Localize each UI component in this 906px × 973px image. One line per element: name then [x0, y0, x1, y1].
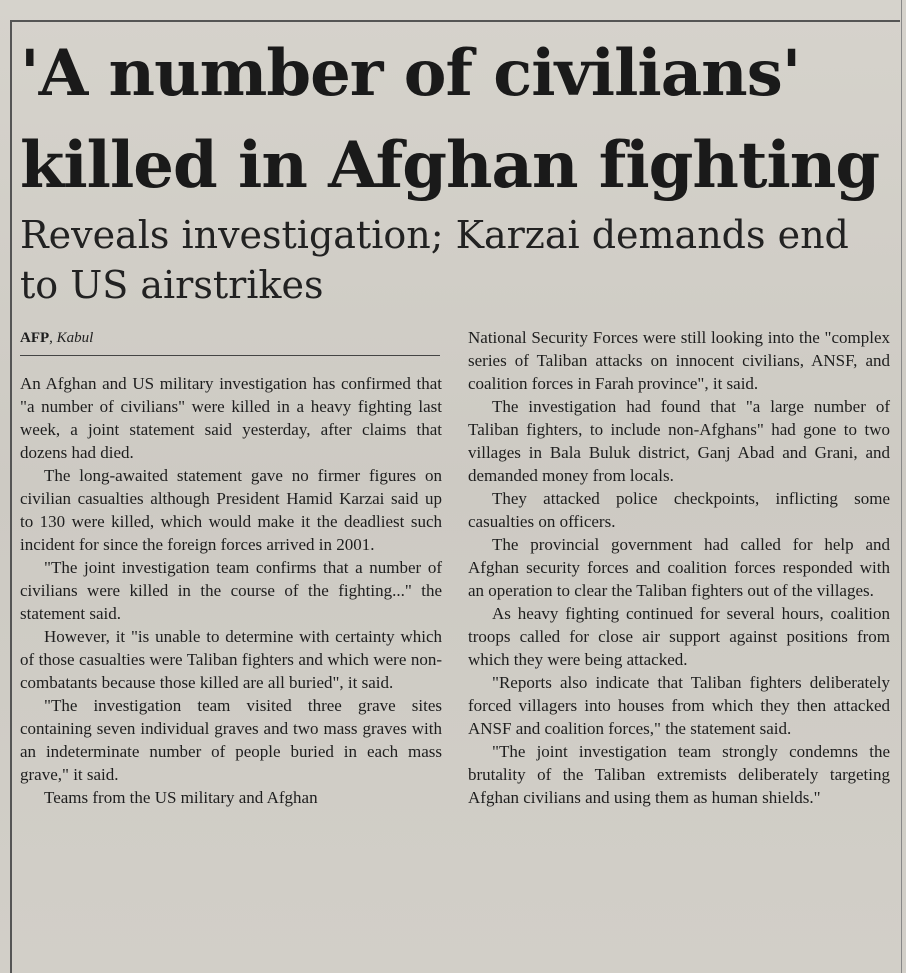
paragraph: An Afghan and US military investigation has confirmed that "a number of civilians" were killed in a heavy fighting last week, a joint statement said yesterday, after claims that dozens had died.	[20, 374, 442, 462]
paragraph: They attacked police checkpoints, inflicting some casualties on officers.	[468, 489, 890, 531]
headline: 'A number of civilians' killed in Afghan fighting	[20, 36, 880, 203]
byline-source: AFP	[20, 330, 50, 346]
byline-location: Kabul	[56, 330, 94, 346]
top-rule	[10, 20, 900, 22]
left-rule	[10, 20, 12, 973]
paragraph: The investigation had found that "a large number of Taliban fighters, to include non-Afghans" had gone to two villages in Bala Buluk district, Ganj Abad and Grani, and demanded money from locals.	[468, 397, 890, 485]
byline: AFP, Kabul	[20, 330, 440, 356]
paragraph: However, it "is unable to determine with certainty which of those casualties were Taliban fighters and which were non-combatants because those killed are all buried", it said.	[20, 627, 442, 692]
paragraph: "Reports also indicate that Taliban fighters deliberately forced villagers into houses from which they then attacked ANSF and coalition forces," the statement said.	[468, 673, 890, 738]
article-column-2	[468, 326, 890, 809]
article-column-1	[20, 372, 442, 809]
subheadline: Reveals investigation; Karzai demands end to US airstrikes	[20, 213, 849, 307]
paragraph: "The joint investigation team confirms that a number of civilians were killed in the course of the fighting..." the statement said.	[20, 558, 442, 623]
paragraph: "The investigation team visited three grave sites containing seven individual graves and two mass graves with an indeterminate number of people buried in each mass grave," it said.	[20, 696, 442, 784]
paragraph: National Security Forces were still looking into the "complex series of Taliban attacks on innocent civilians, ANSF, and coalition forces in Farah province", it said.	[468, 328, 890, 393]
paragraph: As heavy fighting continued for several hours, coalition troops called for close air support against positions from which they were being attacked.	[468, 604, 890, 669]
paragraph: The long-awaited statement gave no firmer figures on civilian casualties although President Hamid Karzai said up to 130 were killed, which would make it the deadliest such incident for since the foreign forces arrived in 2001.	[20, 466, 442, 554]
paragraph: Teams from the US military and Afghan	[44, 788, 318, 807]
right-rule	[901, 0, 902, 973]
paragraph: "The joint investigation team strongly condemns the brutality of the Taliban extremists deliberately targeting Afghan civilians and using them as human shields."	[468, 742, 890, 807]
paragraph: The provincial government had called for help and Afghan security forces and coalition forces responded with an operation to clear the Taliban fighters out of the villages.	[468, 535, 890, 600]
